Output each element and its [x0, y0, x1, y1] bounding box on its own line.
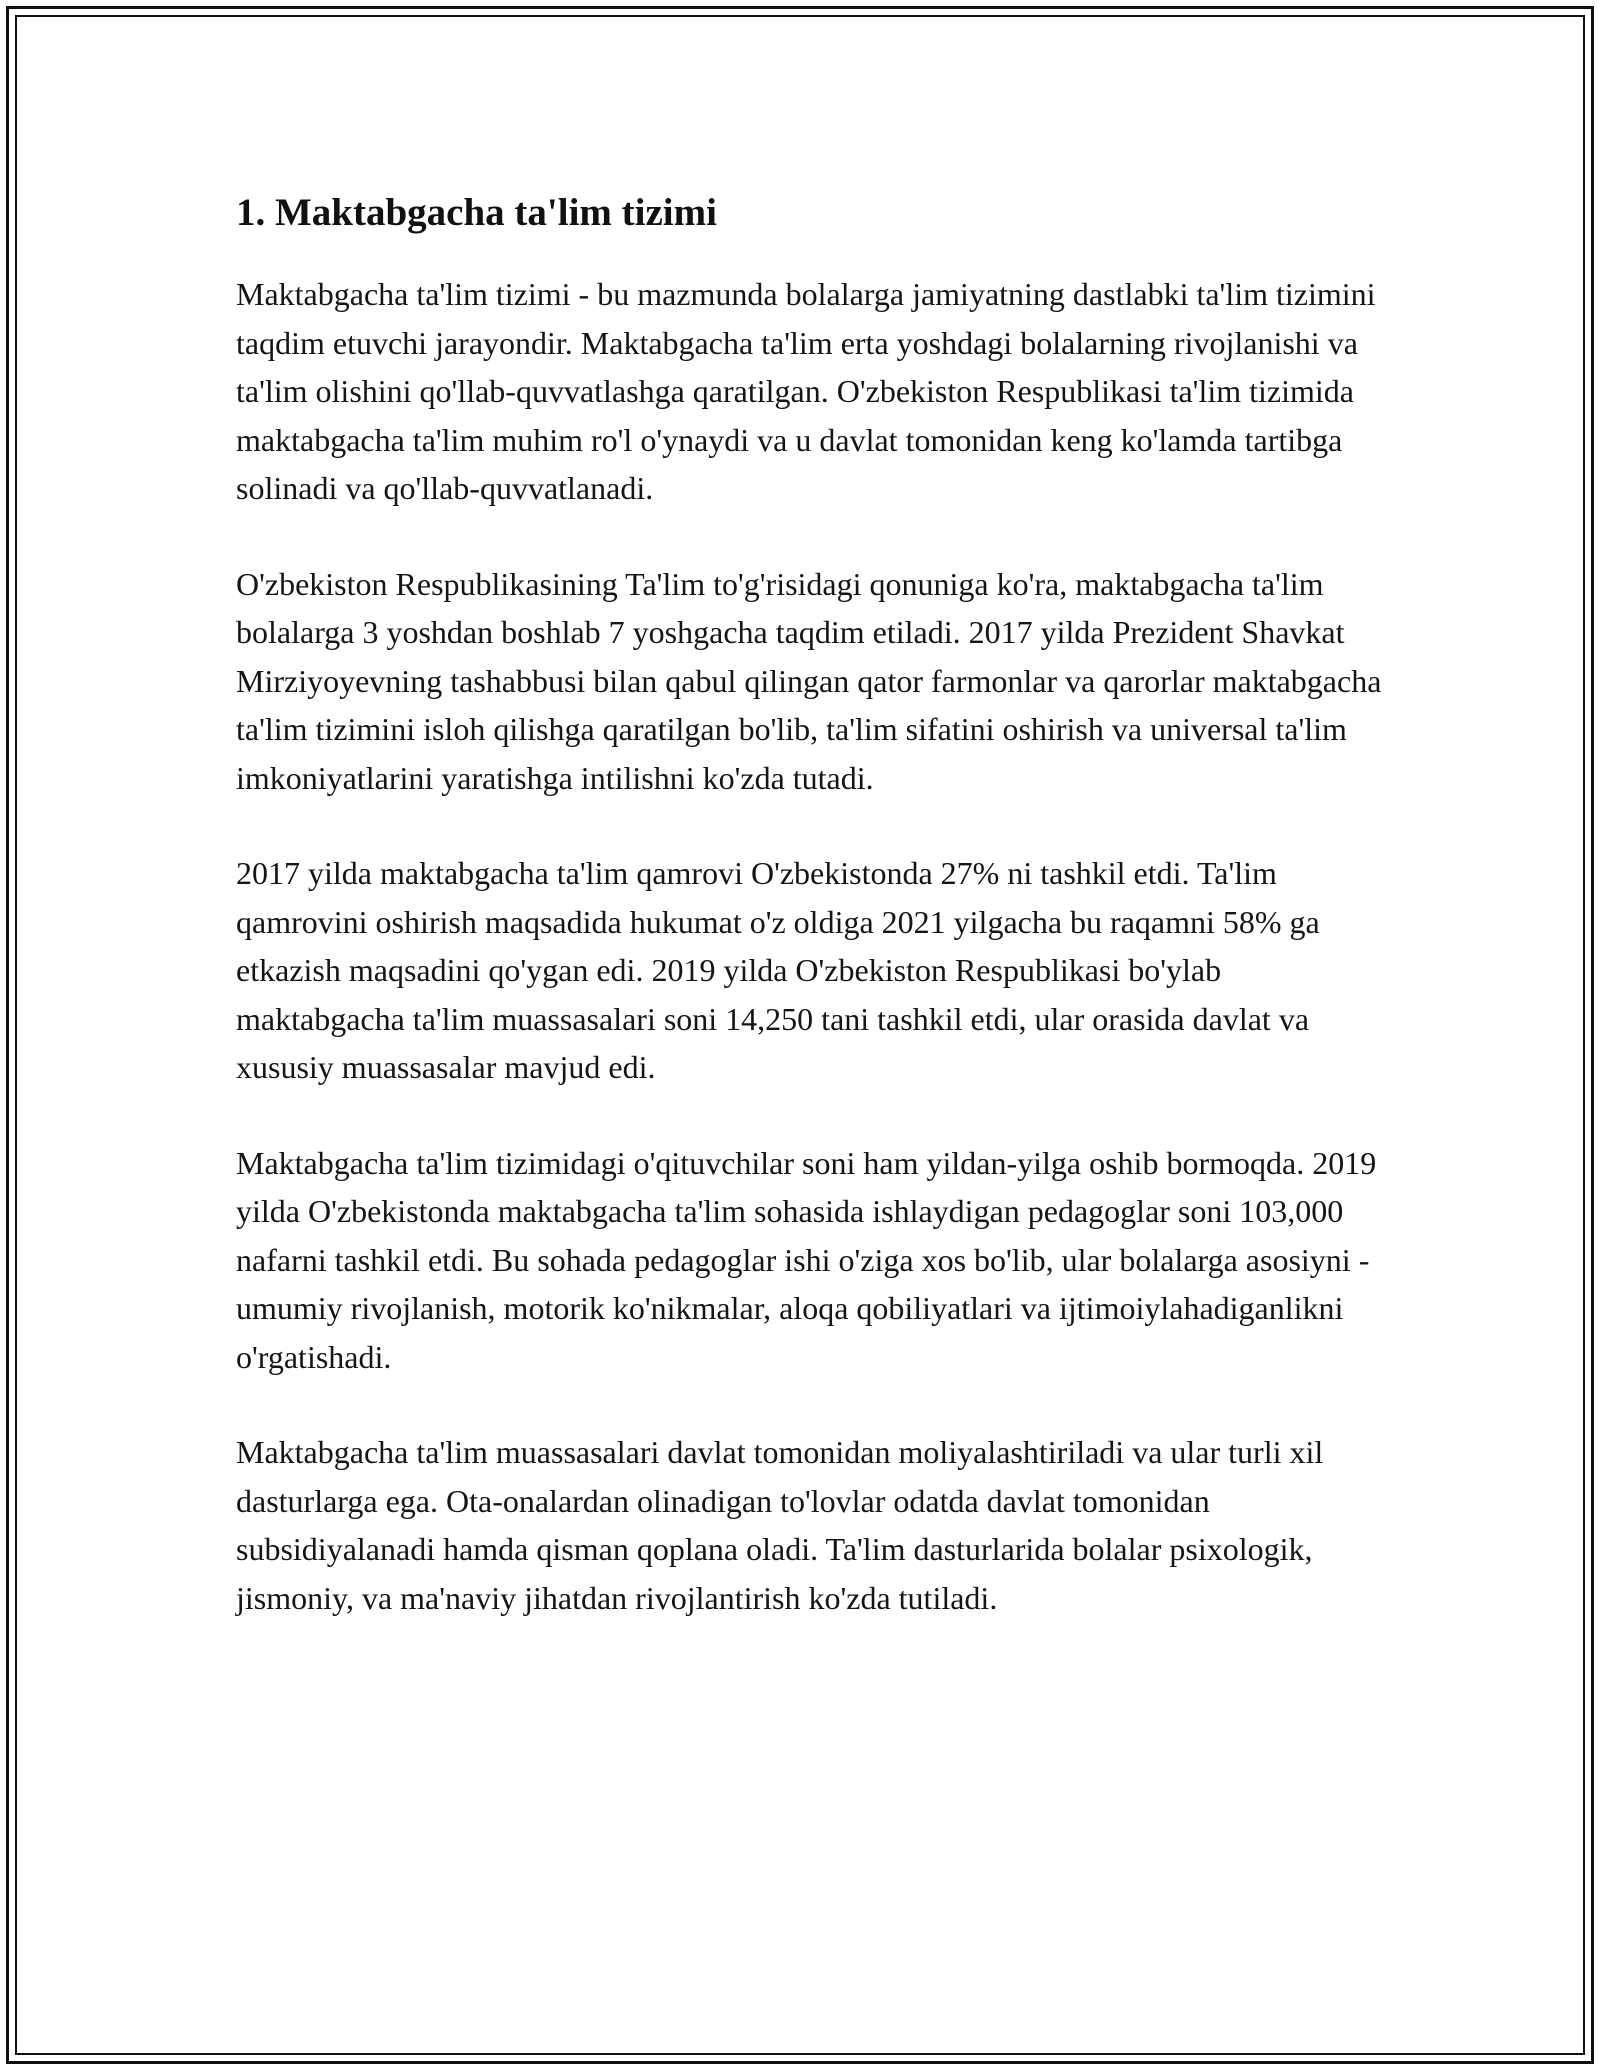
paragraph-4: Maktabgacha ta'lim tizimidagi o'qituvchilar soni ham yildan-yilga oshib bormoqda. 2019 yilda O'zbekistonda maktabgacha ta'lim sohasida ishlaydigan pedagoglar soni 103,000 nafarni tashkil etdi. Bu sohada pedagoglar ishi o'ziga xos bo'lib, ular bolalarga asosiyni - umumiy rivojlanish, motorik ko'nikmalar, aloqa qobiliyatlari va ijtimoiylahadiganlikni o'rgatishadi.: [236, 1144, 1377, 1375]
section-heading: 1. Maktabgacha ta'lim tizimi: [236, 191, 717, 234]
document-body: [236, 186, 1386, 1669]
paragraph-3: 2017 yilda maktabgacha ta'lim qamrovi O'zbekistonda 27% ni tashkil etdi. Ta'lim qamrovini oshirish maqsadida hukumat o'z oldiga 2021 yilgacha bu raqamni 58% ga etkazish maqsadini qo'ygan edi. 2019 yilda O'zbekiston Respublikasi bo'ylab maktabgacha ta'lim muassasalari soni 14,250 tani tashkil etdi, ular orasida davlat va xususiy muassasalar mavjud edi.: [236, 855, 1320, 1085]
paragraph-1: Maktabgacha ta'lim tizimi - bu mazmunda bolalarga jamiyatning dastlabki ta'lim tizimini taqdim etuvchi jarayondir. Maktabgacha ta'lim erta yoshdagi bolalarning rivojlanishi va ta'lim olishini qo'llab-quvvatlashga qaratilgan. O'zbekiston Respublikasi ta'lim tizimida maktabgacha ta'lim muhim ro'l o'ynaydi va u davlat tomonidan keng ko'lamda tartibga solinadi va qo'llab-quvvatlanadi.: [236, 276, 1376, 506]
paragraph-5: Maktabgacha ta'lim muassasalari davlat tomonidan moliyalashtiriladi va ular turli xil dasturlarga ega. Ota-onalardan olinadigan to'lovlar odatda davlat tomonidan subsidiyalanadi hamda qisman qoplana oladi. Ta'lim dasturlarida bolalar psixologik, jismoniy, va ma'naviy jihatdan rivojlantirish ko'zda tutiladi.: [236, 1434, 1324, 1616]
paragraph-2: O'zbekiston Respublikasining Ta'lim to'g'risidagi qonuniga ko'ra, maktabgacha ta'lim bolalarga 3 yoshdan boshlab 7 yoshgacha taqdim etiladi. 2017 yilda Prezident Shavkat Mirziyoyevning tashabbusi bilan qabul qilingan qator farmonlar va qarorlar maktabgacha ta'lim tizimini isloh qilishga qaratilgan bo'lib, ta'lim sifatini oshirish va universal ta'lim imkoniyatlarini yaratishga intilishni ko'zda tutadi.: [236, 565, 1382, 796]
